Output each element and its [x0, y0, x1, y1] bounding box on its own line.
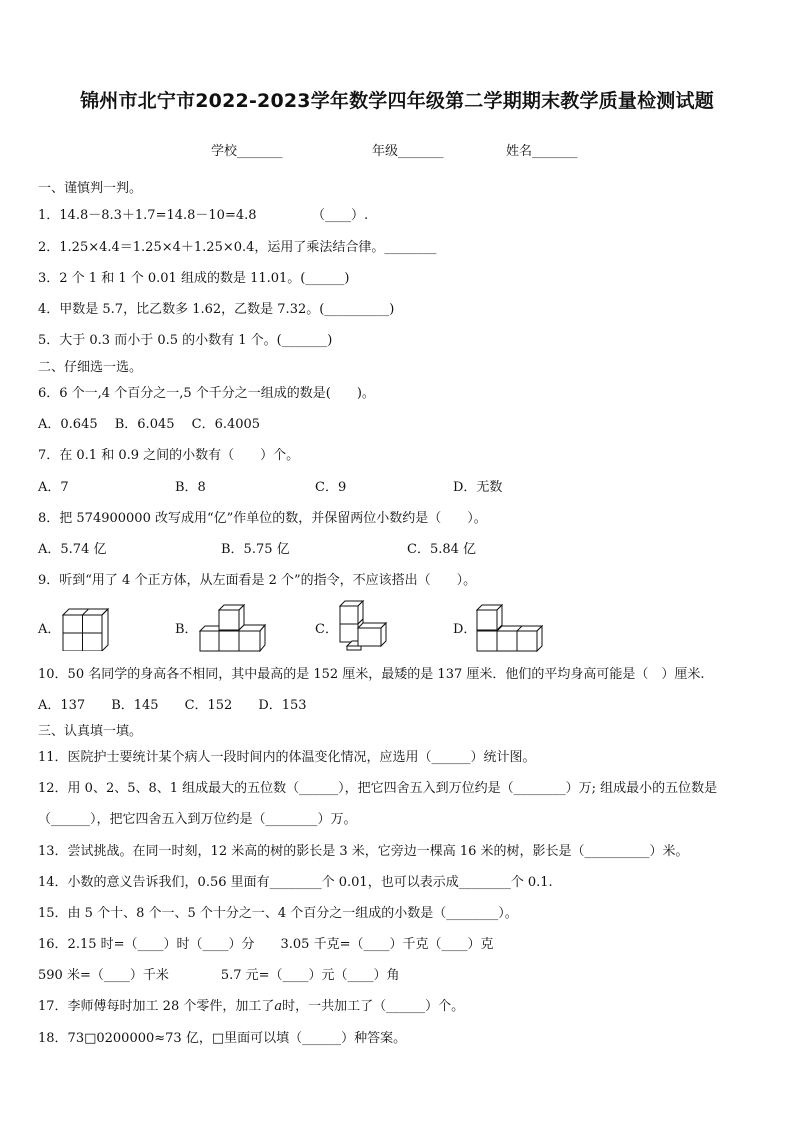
section-heading-judge: 一、谨慎判一判。 [38, 181, 143, 196]
question-18: 18．73□0200000≈73 亿，□里面可以填（______）种答案。 [38, 1031, 407, 1046]
question-8-option-a: A．5.74 亿 [38, 542, 107, 557]
cube-figure-a [60, 607, 110, 651]
question-16: 16．2.15 时=（____）时（____）分 3.05 千克=（____）千克（____）克 [38, 937, 494, 952]
question-2: 2．1.25×4.4＝1.25×4＋1.25×0.4，运用了乘法结合律。________ [38, 240, 437, 255]
section-heading-choose: 二、仔细选一选。 [38, 360, 143, 375]
question-9: 9．听到“用了 4 个正方体，从左面看是 2 个”的指令，不应该搭出（ ）。 [38, 573, 477, 588]
cube-figure-c [338, 600, 388, 652]
question-7-option-a: A．7 [38, 480, 69, 495]
question-17 [38, 998, 464, 1016]
question-8: 8．把 574900000 改写成用“亿”作单位的数，并保留两位小数约是（ ）。 [38, 511, 487, 526]
question-5: 5．大于 0.3 而小于 0.5 的小数有 1 个。(_______) [38, 333, 333, 348]
question-16-continued: 590 米=（____）千米 5.7 元=（____）元（____）角 [38, 968, 400, 983]
question-7-option-c: C．9 [315, 480, 347, 495]
question-9-option-c-label: C． [315, 622, 338, 637]
school-field: 学校_______ [211, 144, 283, 159]
name-field: 姓名_______ [506, 144, 578, 159]
question-17-text-a: 17．李师傅每时加工 28 个零件，加工了 [38, 999, 275, 1014]
question-12: 12．用 0、2、5、8、1 组成最大的五位数（______），把它四舍五入到万位约是（________）万; 组成最小的五位数是 [38, 781, 718, 796]
question-4: 4．甲数是 5.7，比乙数多 1.62，乙数是 7.32。(__________) [38, 302, 395, 317]
question-14: 14．小数的意义告诉我们，0.56 里面有________个 0.01，也可以表示成________个 0.1. [38, 875, 553, 890]
question-12-continued: （______），把它四舍五入到万位约是（________）万。 [38, 812, 357, 827]
question-9-option-b-label: B． [175, 622, 198, 637]
cube-figure-d [476, 604, 544, 652]
question-15: 15．由 5 个十、8 个一、5 个十分之一、4 个百分之一组成的小数是（________）。 [38, 906, 518, 921]
question-8-option-b: B．5.75 亿 [221, 542, 290, 557]
question-1-blank: （____）. [312, 208, 369, 223]
question-9-option-a-label: A． [38, 622, 61, 637]
question-7: 7．在 0.1 和 0.9 之间的小数有（ ）个。 [38, 448, 300, 463]
question-13: 13．尝试挑战。在同一时刻，12 米高的树的影长是 3 米，它旁边一棵高 16 米的树，影长是（__________）米。 [38, 844, 689, 859]
question-17-text-b: 时，一共加工了（______）个。 [282, 999, 465, 1014]
section-heading-fill: 三、认真填一填。 [38, 724, 143, 739]
question-7-option-b: B．8 [175, 480, 206, 495]
question-6-options: A．0.645 B．6.045 C．6.4005 [38, 417, 261, 432]
question-11: 11．医院护士要统计某个病人一段时间内的体温变化情况，应选用（______）统计图。 [38, 750, 536, 765]
question-10-options: A．137 B．145 C．152 D．153 [38, 698, 307, 713]
grade-field: 年级_______ [372, 144, 444, 159]
question-7-option-d: D．无数 [453, 480, 503, 495]
page-title: 锦州市北宁市2022-2023学年数学四年级第二学期期末教学质量检测试题 [80, 90, 714, 112]
question-17-variable: a [274, 999, 283, 1014]
question-9-option-d-label: D． [453, 622, 477, 637]
question-10: 10．50 名同学的身高各不相同，其中最高的是 152 厘米，最矮的是 137 厘米．他们的平均身高可能是（ ）厘米. [38, 667, 705, 682]
question-1: 1．14.8－8.3＋1.7=14.8－10=4.8 [38, 208, 257, 223]
question-8-option-c: C．5.84 亿 [407, 542, 477, 557]
question-3: 3．2 个 1 和 1 个 0.01 组成的数是 11.01。(______) [38, 271, 350, 286]
question-6: 6．6 个一,4 个百分之一,5 个千分之一组成的数是( )。 [38, 386, 375, 401]
cube-figure-b [199, 604, 267, 652]
